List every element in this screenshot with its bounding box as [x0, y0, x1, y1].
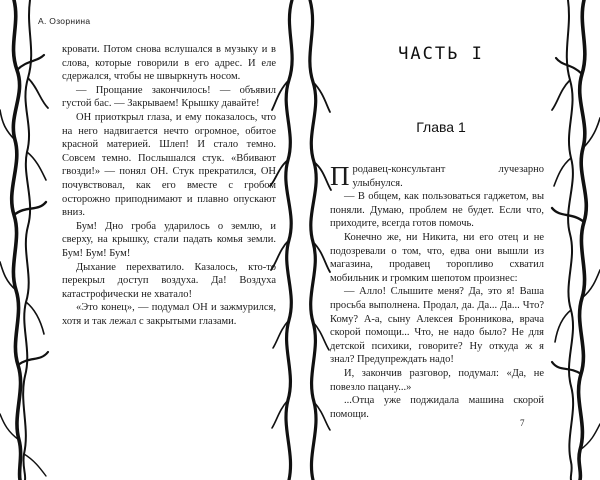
left-page-body	[62, 43, 276, 328]
part-title: ЧАСТЬ I	[398, 44, 484, 64]
body-paragraph: — Прощание закончилось! — объявил густой бас. — Закрываем! Крышку давайте!	[62, 84, 276, 110]
right-page-body	[330, 163, 544, 421]
chapter-title: Глава 1	[416, 119, 466, 135]
body-paragraph: И, закончив разговор, подумал: «Да, не повезло пацану...»	[330, 367, 544, 393]
running-head: А. Озорнина	[38, 16, 91, 26]
body-paragraph: кровати. Потом снова вслушался в музыку и в слова, которые говорили в его адрес. И еле сдержался, чтобы не швыркнуть носом.	[62, 44, 276, 83]
body-paragraph: ОН приоткрыл глаза, и ему показалось, что на него надвигается нечто огромное, обитое красной материей. Шлеп! И стало темно. Совсем темно. Послышался стук. «Вбивают гвозди!» — понял ОН. Стук прекратился, ОН почувствовал, как его вместе с гробом осторожно приподнимают и плавно опускают вниз.	[62, 111, 276, 219]
opening-paragraph	[330, 163, 544, 190]
body-paragraph: — Алло! Слышите меня? Да, это я! Ваша просьба выполнена. Продал, да. Да... Да... Что? Кому? А-а, сыну Алексея Бронникова, врача скорой помощи... Что, не надо было? Не для детской психики, говорите? Ну откуда ж я знал? Предупреждать надо!	[330, 286, 544, 366]
left-vine-stem	[12, 0, 21, 480]
body-paragraph: Дыхание перехватило. Казалось, кто-то перекрыл доступ воздуха. Да! Воздуха катастрофически не хватало!	[62, 261, 276, 300]
drop-cap: П	[330, 161, 350, 191]
body-paragraph: ...Отца уже поджидала машина скорой помощи.	[330, 395, 544, 420]
right-vine-stem-2	[567, 0, 573, 480]
body-paragraph: Бум! Дно гроба ударилось о землю, и сверху, на крышку, стали падать комья земли. Бум! Бум! Бум!	[62, 220, 276, 259]
body-paragraph: — В общем, как пользоваться гаджетом, вы поняли. Думаю, проблем не будет. Если что, приходите, всегда готов помочь.	[330, 191, 544, 230]
body-paragraph: «Это конец», — подумал ОН и зажмурился, хотя и так лежал с закрытыми глазами.	[62, 302, 276, 327]
page-number: 7	[520, 418, 525, 428]
gutter-vine-right	[310, 0, 316, 480]
left-vine-stem-2	[23, 0, 31, 480]
opening-text: родавец-консультант лучезарно улыбнулся.	[352, 164, 544, 189]
body-paragraph: Конечно же, ни Никита, ни его отец и не подозревали о том, что, едва они вышли из магазина, продавец торопливо схватил мобильник и громким шепотом произнес:	[330, 231, 544, 284]
